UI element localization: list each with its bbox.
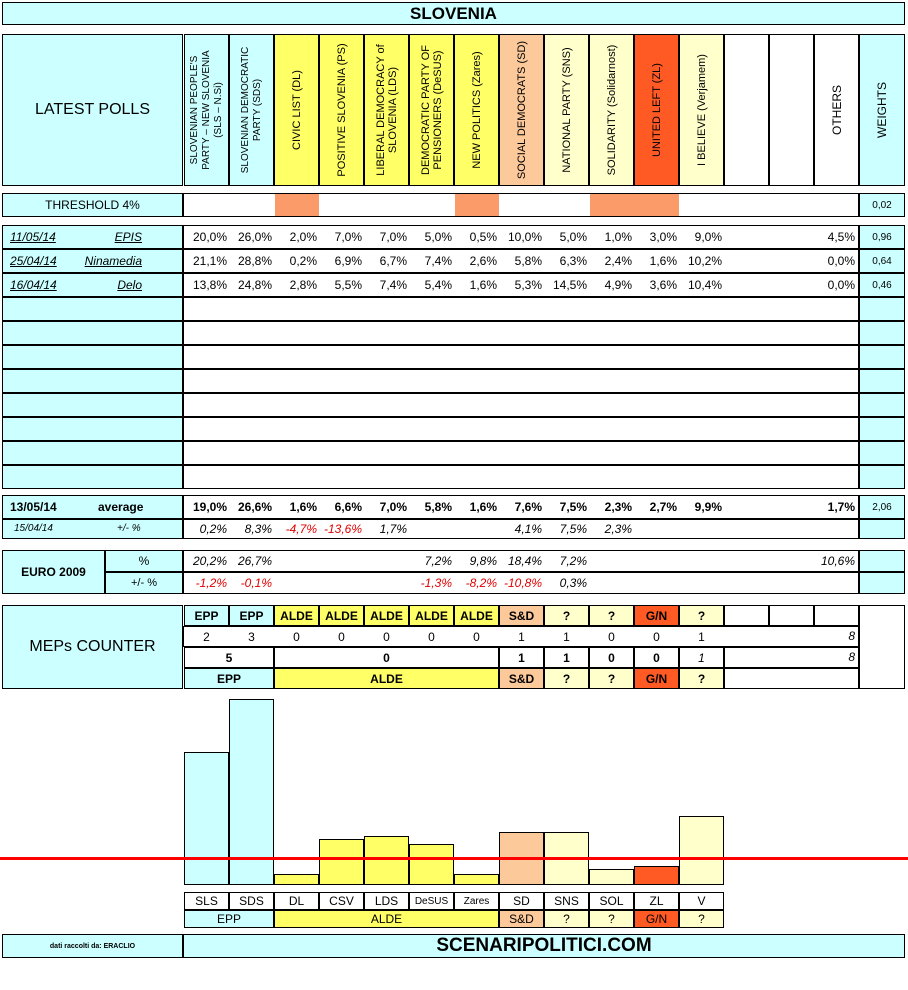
- chart-category: V: [697, 894, 706, 908]
- poll-value: 14,5%: [552, 278, 587, 292]
- euro-value: 7,2%: [424, 554, 452, 568]
- poll-value: 7,4%: [424, 254, 452, 268]
- poll-source-cell: [2, 369, 183, 393]
- chart-category: DeSUS: [414, 895, 449, 907]
- mep-seats: 0: [608, 629, 615, 644]
- party-header-label: SLOVENIAN DEMOCRATIC PARTY (SDS): [239, 46, 263, 174]
- poll-value: 0,5%: [469, 230, 497, 244]
- average-prev-date: 15/04/14: [14, 523, 53, 534]
- chart-group: ?: [698, 912, 705, 926]
- mep-groupname: ?: [562, 671, 571, 686]
- average-others: 1,7%: [827, 500, 855, 514]
- mep-total: 0: [653, 650, 660, 665]
- party-header: [184, 34, 229, 186]
- weight-cell: [859, 465, 905, 489]
- poll-source-cell: [2, 345, 183, 369]
- poll-value: 10,0%: [507, 230, 542, 244]
- mep-weight-cell: [859, 605, 905, 689]
- party-header: [634, 34, 679, 186]
- euro-diff: 0,3%: [559, 576, 587, 590]
- average-value: 7,5%: [559, 500, 587, 514]
- euro-diff: -0,1%: [240, 576, 272, 590]
- poll-row: [183, 369, 859, 393]
- chart-bar: [454, 874, 499, 885]
- average-value: 2,3%: [604, 500, 632, 514]
- poll-pollster[interactable]: Delo: [117, 278, 142, 292]
- weight-cell: [859, 441, 905, 465]
- poll-value: 9,0%: [694, 230, 722, 244]
- chart-category: SNS: [554, 894, 579, 908]
- poll-value: 5,5%: [334, 278, 362, 292]
- mep-group: ?: [697, 608, 706, 623]
- chart-bar: [634, 866, 679, 885]
- average-value: 2,7%: [649, 500, 677, 514]
- poll-value: 6,9%: [334, 254, 362, 268]
- chart-group: ?: [563, 912, 570, 926]
- party-header: [679, 34, 724, 186]
- average-value: 19,0%: [192, 500, 227, 514]
- chart-group: S&D: [509, 912, 534, 926]
- party-header-label: NEW POLITICS (Zares): [470, 51, 483, 169]
- poll-row: [183, 297, 859, 321]
- party-header: [274, 34, 319, 186]
- average-diff: 4,1%: [514, 522, 542, 536]
- poll-value: 3,0%: [649, 230, 677, 244]
- poll-source-cell: [2, 321, 183, 345]
- page-title: SLOVENIA: [410, 3, 497, 23]
- threshold-highlight: [590, 194, 679, 216]
- latest-polls-label: LATEST POLLS: [34, 101, 150, 118]
- poll-value: 5,0%: [424, 230, 452, 244]
- poll-date[interactable]: 11/05/14: [10, 230, 56, 244]
- euro-diff-label: +/- %: [131, 577, 157, 589]
- mep-seats: 0: [428, 629, 435, 644]
- chart-category: SDS: [239, 894, 264, 908]
- average-value: 7,6%: [514, 500, 542, 514]
- mep-seats: 0: [653, 629, 660, 644]
- mep-total: 1: [698, 650, 705, 665]
- mep-groupname: ALDE: [370, 671, 403, 686]
- mep-group: ?: [607, 608, 616, 623]
- chart-group: G/N: [645, 912, 668, 926]
- mep-seats: 1: [563, 629, 570, 644]
- average-diff-label: +/- %: [117, 523, 141, 534]
- poll-row: [183, 345, 859, 369]
- chart-category: SOL: [599, 894, 624, 908]
- euro-value: 9,8%: [469, 554, 497, 568]
- mep-groupname: EPP: [216, 671, 241, 686]
- weights-header: [859, 34, 905, 186]
- poll-row: [183, 321, 859, 345]
- mep-seats: 3: [248, 629, 255, 644]
- chart-bar: [274, 874, 319, 885]
- poll-row: [183, 441, 859, 465]
- chart-category: ZL: [649, 894, 664, 908]
- poll-value: 5,4%: [424, 278, 452, 292]
- average-diff: -4,7%: [285, 522, 317, 536]
- footer-site: SCENARIPOLITICI.COM: [436, 935, 652, 956]
- average-diff: 0,2%: [199, 522, 227, 536]
- poll-source-cell: [2, 465, 183, 489]
- mep-seats: 2: [203, 629, 210, 644]
- euro-label: EURO 2009: [21, 565, 86, 579]
- party-header: [409, 34, 454, 186]
- party-header: [589, 34, 634, 186]
- mep-total: 0: [383, 650, 390, 665]
- party-header-label: SLOVENIAN PEOPLE'S PARTY – NEW SLOVENIA (SLS – N.Si): [188, 50, 224, 170]
- mep-seats: 0: [293, 629, 300, 644]
- poll-value: 2,8%: [289, 278, 317, 292]
- party-header: [319, 34, 364, 186]
- party-header: [229, 34, 274, 186]
- chart-bar: [364, 836, 409, 885]
- empty-header: [724, 34, 769, 186]
- mep-group: G/N: [645, 608, 668, 623]
- mep-groupname: ?: [697, 671, 706, 686]
- euro-diff: -1,3%: [420, 576, 452, 590]
- mep-empty-cell: [814, 605, 859, 626]
- threshold-label: THRESHOLD 4%: [45, 198, 140, 212]
- mep-groupname: S&D: [508, 671, 535, 686]
- weight-cell: [859, 417, 905, 441]
- euro-diff: -8,2%: [465, 576, 497, 590]
- poll-row: [183, 465, 859, 489]
- mep-groupname: G/N: [645, 671, 668, 686]
- mep-seats: 1: [698, 629, 705, 644]
- chart-bar: [184, 752, 229, 885]
- average-value: 1,6%: [469, 500, 497, 514]
- poll-weight: 0,96: [872, 231, 892, 243]
- poll-value: 4,9%: [604, 278, 632, 292]
- average-label: average: [98, 500, 144, 514]
- party-header-label: SOLIDARITY (Solidarnost): [605, 44, 618, 176]
- poll-value: 2,6%: [469, 254, 497, 268]
- poll-value: 6,7%: [379, 254, 407, 268]
- poll-value: 7,0%: [379, 230, 407, 244]
- threshold-line: [0, 857, 908, 860]
- euro-diff: -1,2%: [195, 576, 227, 590]
- average-diff: 7,5%: [559, 522, 587, 536]
- party-header-label: SOCIAL DEMOCRATS (SD): [515, 40, 528, 180]
- poll-others: 0,0%: [827, 278, 855, 292]
- mep-total: 0: [608, 650, 615, 665]
- mep-group: ALDE: [370, 608, 403, 623]
- poll-source-cell: [2, 417, 183, 441]
- mep-total: 1: [518, 650, 525, 665]
- poll-weight: 0,64: [872, 255, 892, 267]
- poll-row: [183, 417, 859, 441]
- euro-value: 7,2%: [559, 554, 587, 568]
- poll-value: 7,0%: [334, 230, 362, 244]
- mep-groupname-cell: [724, 668, 859, 689]
- weight-cell: [859, 369, 905, 393]
- euro-value: 18,4%: [507, 554, 542, 568]
- poll-value: 3,6%: [649, 278, 677, 292]
- party-header-label: CIVIC LIST (DL): [290, 70, 303, 150]
- party-header: [499, 34, 544, 186]
- party-header-label: LIBERAL DEMOCRACY of SLOVENIA (LDS): [374, 44, 399, 176]
- poll-value: 1,0%: [604, 230, 632, 244]
- poll-value: 0,2%: [289, 254, 317, 268]
- mep-groupname: ?: [607, 671, 616, 686]
- party-header-label: NATIONAL PARTY (SNS): [560, 47, 573, 173]
- poll-source-cell: [2, 297, 183, 321]
- euro-pct-label: %: [138, 554, 150, 568]
- chart-bar: [319, 839, 364, 885]
- poll-value: 5,3%: [514, 278, 542, 292]
- weight-cell: [859, 550, 905, 572]
- chart-category: LDS: [374, 894, 399, 908]
- mep-total: 5: [225, 650, 233, 665]
- footer-source: dati raccolti da: ERACLIO: [49, 942, 136, 950]
- poll-pollster[interactable]: Ninamedia: [84, 254, 142, 268]
- chart-category: SD: [513, 894, 530, 908]
- meps-label: MEPs COUNTER: [29, 638, 156, 655]
- mep-group: ?: [562, 608, 571, 623]
- chart-category: DL: [288, 894, 305, 908]
- average-diff: 1,7%: [379, 522, 407, 536]
- party-header-label: POSITIVE SLOVENIA (PS): [335, 43, 348, 177]
- mep-seats: 0: [338, 629, 345, 644]
- poll-value: 10,4%: [687, 278, 722, 292]
- poll-weight: 0,46: [872, 279, 892, 291]
- party-header: [544, 34, 589, 186]
- poll-value: 5,8%: [514, 254, 542, 268]
- poll-value: 21,1%: [192, 254, 227, 268]
- mep-seats: 0: [473, 629, 480, 644]
- chart-group: ?: [608, 912, 615, 926]
- mep-empty-cell: [724, 605, 769, 626]
- threshold-highlight: [455, 194, 499, 216]
- average-value: 1,6%: [289, 500, 317, 514]
- weight-cell: [859, 519, 905, 539]
- poll-others: 4,5%: [827, 230, 855, 244]
- party-header: [454, 34, 499, 186]
- chart-bar: [589, 869, 634, 885]
- mep-group: S&D: [508, 608, 535, 623]
- weight-cell: [859, 321, 905, 345]
- party-header: [364, 34, 409, 186]
- mep-total-others: 8: [848, 650, 855, 664]
- weight-cell: [859, 572, 905, 594]
- weight-cell: [859, 345, 905, 369]
- party-header-label: UNITED LEFT (ZL): [650, 63, 663, 157]
- poll-date[interactable]: 16/04/14: [10, 278, 57, 292]
- mep-group: EPP: [194, 608, 219, 623]
- others-header-label: OTHERS: [829, 85, 844, 136]
- weight-cell: [859, 393, 905, 417]
- poll-row: [183, 393, 859, 417]
- poll-date[interactable]: 25/04/14: [10, 254, 57, 268]
- poll-source-cell: [2, 393, 183, 417]
- poll-value: 10,2%: [687, 254, 722, 268]
- mep-group: EPP: [239, 608, 264, 623]
- threshold-highlight: [275, 194, 319, 216]
- average-value: 26,6%: [237, 500, 272, 514]
- chart-bar: [679, 816, 724, 885]
- average-diff: 8,3%: [244, 522, 272, 536]
- poll-value: 2,0%: [289, 230, 317, 244]
- euro-diff: -10,8%: [503, 576, 542, 590]
- poll-value: 24,8%: [237, 278, 272, 292]
- poll-value: 13,8%: [192, 278, 227, 292]
- mep-seats: 1: [518, 629, 525, 644]
- party-header-label: I BELIEVE (Verjamem): [695, 54, 708, 166]
- weight-cell: [859, 297, 905, 321]
- mep-seats-others: 8: [848, 629, 855, 643]
- average-date: 13/05/14: [10, 500, 57, 514]
- chart-category: SLS: [195, 894, 218, 908]
- average-diff: 2,3%: [604, 522, 632, 536]
- poll-others: 0,0%: [827, 254, 855, 268]
- mep-empty-cell: [769, 605, 814, 626]
- poll-pollster[interactable]: EPIS: [114, 230, 142, 244]
- poll-value: 26,0%: [237, 230, 272, 244]
- euro-others: 10,6%: [820, 554, 855, 568]
- chart-category: Zares: [463, 895, 490, 907]
- average-value: 6,6%: [334, 500, 362, 514]
- threshold-weight: 0,02: [872, 199, 892, 211]
- others-header: [814, 34, 859, 186]
- average-value: 9,9%: [694, 500, 722, 514]
- poll-value: 2,4%: [604, 254, 632, 268]
- party-header-label: DEMOCRATIC PARTY OF PENSIONERS (DeSUS): [419, 45, 444, 175]
- average-diff: -13,6%: [323, 522, 362, 536]
- mep-group: ALDE: [460, 608, 493, 623]
- poll-source-cell: [2, 441, 183, 465]
- average-weight: 2,06: [872, 501, 892, 513]
- weights-header-label: WEIGHTS: [875, 82, 889, 138]
- mep-group: ALDE: [325, 608, 358, 623]
- poll-value: 20,0%: [192, 230, 227, 244]
- chart-group: EPP: [216, 912, 241, 926]
- poll-value: 7,4%: [379, 278, 407, 292]
- mep-group: ALDE: [280, 608, 313, 623]
- mep-seats: 0: [383, 629, 390, 644]
- poll-value: 1,6%: [469, 278, 497, 292]
- average-value: 7,0%: [379, 500, 407, 514]
- empty-header: [769, 34, 814, 186]
- chart-bar: [409, 844, 454, 885]
- poll-value: 6,3%: [559, 254, 587, 268]
- poll-value: 1,6%: [649, 254, 677, 268]
- mep-total: 1: [563, 650, 570, 665]
- mep-group: ALDE: [415, 608, 448, 623]
- chart-category: CSV: [329, 894, 354, 908]
- poll-value: 28,8%: [237, 254, 272, 268]
- euro-value: 26,7%: [237, 554, 272, 568]
- average-value: 5,8%: [424, 500, 452, 514]
- euro-value: 20,2%: [192, 554, 227, 568]
- chart-group: ALDE: [370, 912, 403, 926]
- poll-value: 5,0%: [559, 230, 587, 244]
